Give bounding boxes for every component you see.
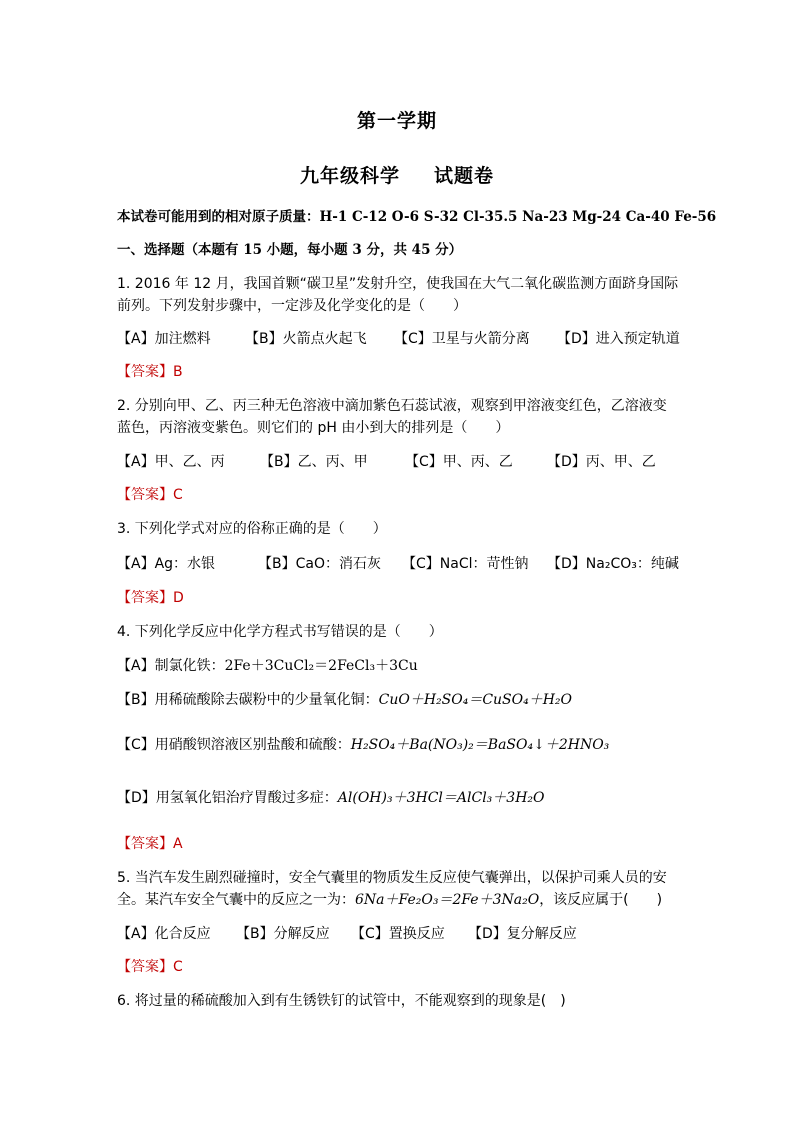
term-title: 第一学期 bbox=[356, 110, 437, 132]
exam-title bbox=[0, 161, 794, 188]
q2-stem-line1: 2. 分别向甲、乙、丙三种无色溶液中滴加紫色石蕊试液，观察到甲溶液变红色，乙溶液变 bbox=[117, 398, 667, 414]
q5-stem-line2 bbox=[117, 891, 662, 909]
paper-type: 试题卷 bbox=[434, 165, 495, 187]
q3-stem: 3. 下列化学式对应的俗称正确的是（ ） bbox=[117, 521, 387, 537]
q4-option-b-label: 【B】用稀硫酸除去碳粉中的少量氧化铜： bbox=[117, 692, 379, 708]
q5-option-b: 【B】分解反应 bbox=[236, 926, 330, 942]
q1-stem-line2: 前列。下列发射步骤中，一定涉及化学变化的是（ ） bbox=[117, 298, 467, 314]
q4-option-d-label: 【D】用氢氧化铝治疗胃酸过多症： bbox=[117, 790, 338, 806]
q4-option-c bbox=[117, 736, 609, 754]
q4-option-c-equation: H₂SO₄＋Ba(NO₃)₂＝BaSO₄↓＋2HNO₃ bbox=[350, 737, 610, 753]
q6-stem: 6. 将过量的稀硫酸加入到有生锈铁钉的试管中，不能观察到的现象是( ) bbox=[117, 993, 566, 1009]
q5-option-a: 【A】化合反应 bbox=[117, 926, 211, 942]
q4-option-d-equation: Al(OH)₃＋3HCl＝AlCl₃＋3H₂O bbox=[337, 790, 545, 806]
q4-answer: 【答案】A bbox=[117, 836, 183, 852]
q5-stem-text: 全。某汽车安全气囊中的反应之一为： bbox=[117, 892, 355, 908]
q1-option-c: 【C】卫星与火箭分离 bbox=[394, 331, 530, 347]
q1-stem-line1: 1. 2016 年 12 月，我国首颗“碳卫星”发射升空，使我国在大气二氧化碳监测方面跻身国际 bbox=[117, 276, 679, 292]
q1-option-d: 【D】进入预定轨道 bbox=[557, 331, 680, 347]
q3-option-a: 【A】Ag：水银 bbox=[117, 556, 216, 572]
q1-option-b: 【B】火箭点火起飞 bbox=[245, 331, 367, 347]
q4-option-a-equation: 2Fe＋3CuCl₂＝2FeCl₃＋3Cu bbox=[224, 658, 418, 674]
q5-equation: 6Na＋Fe₂O₃＝2Fe＋3Na₂O bbox=[355, 892, 540, 908]
q3-answer: 【答案】D bbox=[117, 590, 184, 606]
q4-option-b-equation: CuO＋H₂SO₄＝CuSO₄＋H₂O bbox=[378, 692, 573, 708]
q4-stem: 4. 下列化学反应中化学方程式书写错误的是（ ） bbox=[117, 624, 443, 640]
q5-stem-tail: ，该反应属于( ) bbox=[539, 892, 663, 908]
q4-option-a-label: 【A】制氯化铁： bbox=[117, 658, 225, 674]
q4-option-d bbox=[117, 789, 545, 807]
q3-option-d: 【D】Na₂CO₃：纯碱 bbox=[547, 556, 679, 572]
grade-subject: 九年级科学 bbox=[299, 165, 400, 187]
q1-option-a: 【A】加注燃料 bbox=[117, 331, 211, 347]
q2-option-b: 【B】乙、丙、甲 bbox=[260, 454, 368, 470]
q2-stem-line2: 蓝色，丙溶液变紫色。则它们的 pH 由小到大的排列是（ ） bbox=[117, 420, 510, 436]
q5-option-c: 【C】置换反应 bbox=[351, 926, 445, 942]
q5-options bbox=[117, 925, 577, 943]
q2-option-d: 【D】丙、甲、乙 bbox=[547, 454, 656, 470]
q4-option-c-label: 【C】用硝酸钡溶液区别盐酸和硫酸： bbox=[117, 737, 351, 753]
q4-option-b bbox=[117, 691, 572, 709]
q4-option-a bbox=[117, 657, 418, 675]
q5-stem-line1: 5. 当汽车发生剧烈碰撞时，安全气囊里的物质发生反应使气囊弹出，以保护司乘人员的安 bbox=[117, 870, 667, 886]
section-heading: 一、选择题（本题有 15 小题，每小题 3 分，共 45 分） bbox=[117, 242, 463, 258]
q5-answer: 【答案】C bbox=[117, 959, 183, 975]
atomic-masses-note: 本试卷可能用到的相对原子质量：H-1 C-12 O-6 S-32 Cl-35.5 Na-23 Mg-24 Ca-40 Fe-56 bbox=[117, 209, 717, 225]
q2-answer: 【答案】C bbox=[117, 487, 183, 503]
q5-option-d: 【D】复分解反应 bbox=[468, 926, 577, 942]
q1-options bbox=[117, 330, 680, 348]
q3-option-b: 【B】CaO：消石灰 bbox=[258, 556, 381, 572]
q1-answer: 【答案】B bbox=[117, 364, 183, 380]
q3-options bbox=[117, 555, 679, 573]
q2-option-a: 【A】甲、乙、丙 bbox=[117, 454, 225, 470]
q3-option-c: 【C】NaCl：苛性钠 bbox=[402, 556, 529, 572]
q2-option-c: 【C】甲、丙、乙 bbox=[405, 454, 513, 470]
q2-options bbox=[117, 453, 656, 471]
